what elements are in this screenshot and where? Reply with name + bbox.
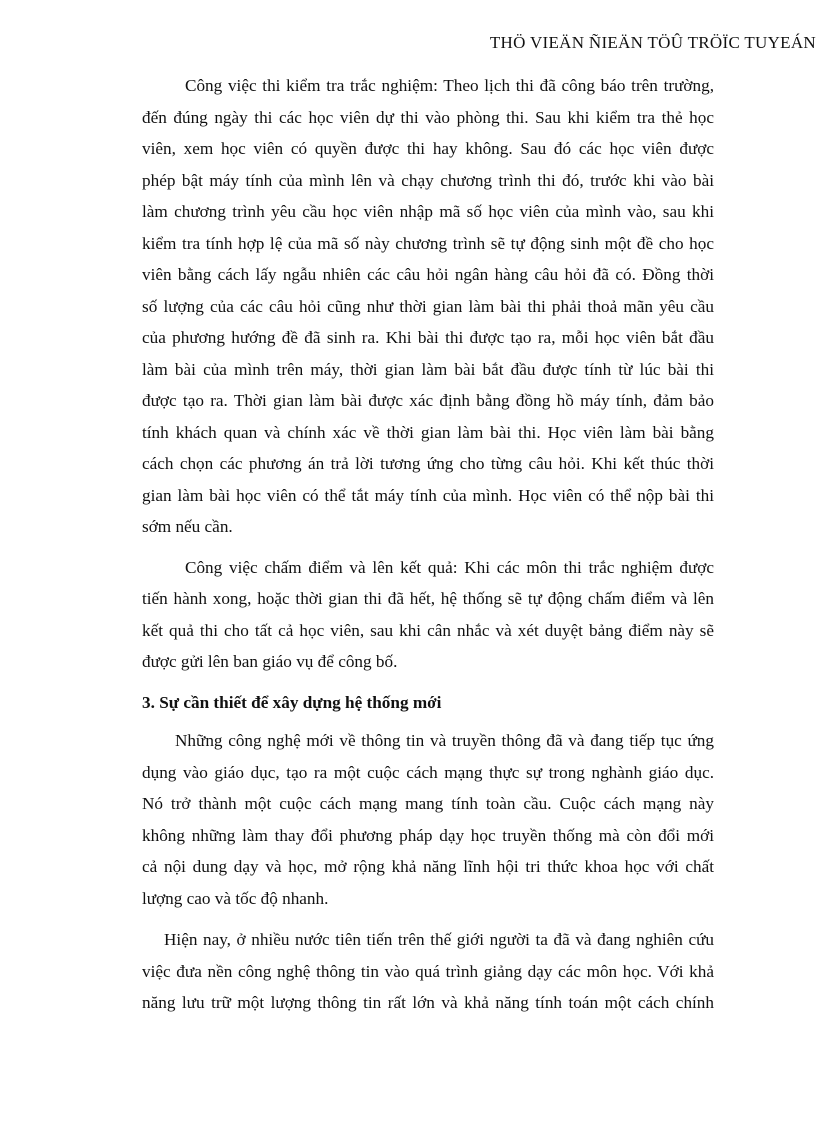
text-line: lượng cao và tốc độ nhanh. <box>142 888 329 908</box>
running-header: THÖ VIEÄN ÑIEÄN TÖÛ TRÖÏC TUYEÁN <box>489 33 816 52</box>
text-line: không những làm thay đổi phương pháp dạy học truyền thống mà còn đổi mới <box>142 825 714 845</box>
text-line: sớm nếu cần. <box>142 517 233 536</box>
text-line: Những công nghệ mới về thông tin và truyền thông đã và đang tiếp tục ứng <box>175 731 714 750</box>
text-line: Nó trở thành một cuộc cách mạng mang tính toàn cầu. Cuộc cách mạng này <box>142 794 714 813</box>
text-line: kiểm tra tính hợp lệ của mã số này chương trình sẽ tự động sinh một đề cho học <box>142 233 714 253</box>
text-line: phép bật máy tính của mình lên và chạy chương trình thi đó, trước khi vào bài <box>142 170 714 190</box>
paragraph-exam-process <box>142 70 714 543</box>
text-line: Hiện nay, ở nhiều nước tiên tiến trên thế giới người ta đã và đang nghiên cứu <box>164 930 714 949</box>
text-line: viên bằng cách lấy ngẫu nhiên các câu hỏi ngân hàng câu hỏi đã có. Đồng thời <box>142 265 714 284</box>
text-line: được tạo ra. Thời gian làm bài được xác định bằng đồng hồ máy tính, đảm bảo <box>142 391 714 410</box>
paragraph-current-situation <box>142 924 714 1019</box>
text-line: năng lưu trữ một lượng thông tin rất lớn và khả năng tính toán một cách chính <box>142 993 714 1012</box>
text-line: làm bài của mình trên máy, thời gian làm bài bắt đầu được tính từ lúc bài thi <box>142 359 714 379</box>
text-line: làm chương trình yêu cầu học viên nhập mã số học viên của mình vào, sau khi <box>142 202 714 221</box>
text-line: kết quả thi cho tất cả học viên, sau khi cân nhắc và xét duyệt bảng điểm này sẽ <box>142 620 714 640</box>
text-line: Công việc chấm điểm và lên kết quả: Khi các môn thi trắc nghiệm được <box>185 557 714 577</box>
text-line: dụng vào giáo dục, tạo ra một cuộc cách mạng thực sự trong nghành giáo dục. <box>142 762 714 782</box>
text-line: tính khách quan và chính xác về thời gian làm bài thi. Học viên làm bài bằng <box>142 422 714 442</box>
text-line: được gửi lên ban giáo vụ để công bố. <box>142 652 398 671</box>
text-line: cả nội dung dạy và học, mở rộng khả năng lĩnh hội tri thức khoa học với chất <box>142 857 714 876</box>
text-line: gian làm bài học viên có thể tắt máy tính của mình. Học viên có thể nộp bài thi <box>142 485 714 505</box>
paragraph-new-technology <box>142 725 714 914</box>
text-line: số lượng của các câu hỏi cũng như thời gian làm bài thi phải thoả mãn yêu cầu <box>142 296 714 316</box>
page-content <box>142 70 714 1019</box>
text-line: cách chọn các phương án trả lời tương ứng cho từng câu hỏi. Khi kết thúc thời <box>142 454 714 473</box>
text-line: Công việc thi kiểm tra trắc nghiệm: Theo lịch thi đã công báo trên trường, <box>185 76 714 95</box>
text-line: viên, xem học viên có quyền được thi hay không. Sau đó các học viên được <box>142 139 714 158</box>
text-line: việc đưa nền công nghệ thông tin vào quá trình giảng dạy các môn học. Với khả <box>142 961 714 981</box>
text-line: đến đúng ngày thi các học viên dự thi vào phòng thi. Sau khi kiểm tra thẻ học <box>142 107 714 127</box>
section-heading: 3. Sự cần thiết để xây dựng hệ thống mới <box>142 692 442 712</box>
text-line: của phương hướng đề đã sinh ra. Khi bài thi được tạo ra, mỗi học viên bắt đầu <box>142 328 714 347</box>
paragraph-grading <box>142 552 714 678</box>
text-line: tiến hành xong, hoặc thời gian thi đã hết, hệ thống sẽ tự động chấm điểm và lên <box>142 589 714 608</box>
